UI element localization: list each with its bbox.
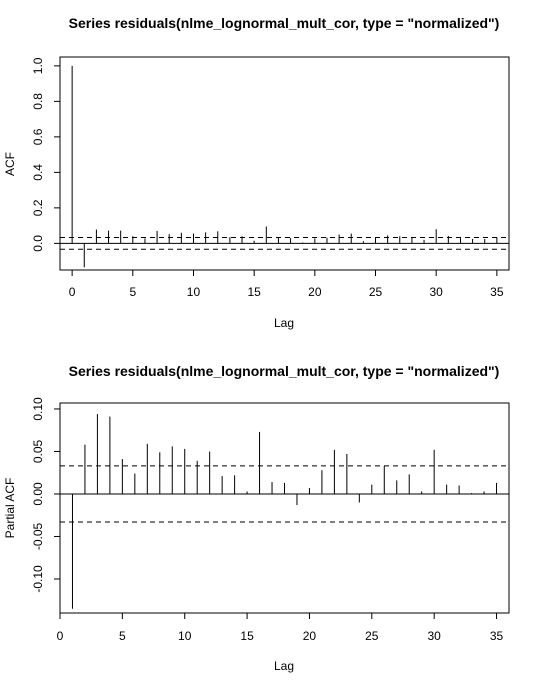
pacf-x-axis-label: Lag — [273, 659, 295, 673]
acf-y-tick-label: 0.0 — [31, 235, 45, 252]
pacf-title: Series residuals(nlme_lognormal_mult_cor, type = "normalized") — [68, 363, 500, 379]
pacf-x-tick-label: 20 — [302, 629, 317, 643]
acf-plot-frame — [60, 57, 509, 270]
pacf-y-tick-label: -0.10 — [31, 565, 45, 593]
acf-y-tick-label: 0.8 — [31, 93, 45, 110]
pacf-y-tick-label: 0.00 — [31, 482, 45, 506]
acf-x-axis-label: Lag — [273, 316, 295, 330]
acf-x-tick-label: 20 — [308, 285, 322, 299]
acf-y-axis-label: ACF — [3, 152, 17, 176]
acf-x-tick-label: 35 — [490, 285, 504, 299]
acf-x-tick-label: 0 — [68, 285, 76, 299]
acf-plot — [3, 15, 509, 330]
acf-y-tick-label: 1.0 — [31, 57, 45, 75]
pacf-x-tick-label: 15 — [240, 629, 254, 643]
acf-title: Series residuals(nlme_lognormal_mult_cor, type = "normalized") — [68, 15, 500, 31]
acf-x-tick-label: 15 — [247, 285, 261, 299]
pacf-y-tick-label: 0.10 — [31, 397, 45, 421]
pacf-x-tick-label: 35 — [489, 629, 504, 643]
acf-y-tick-label: 0.4 — [31, 164, 45, 181]
pacf-plot-frame — [60, 403, 509, 613]
acf-y-tick-label: 0.2 — [31, 199, 45, 217]
acf-y-tick-label: 0.6 — [31, 128, 45, 146]
acf-x-tick-label: 10 — [186, 285, 201, 299]
acf-x-tick-label: 5 — [129, 285, 137, 299]
acf-x-tick-label: 30 — [429, 285, 443, 299]
pacf-x-tick-label: 10 — [178, 629, 192, 643]
pacf-x-tick-label: 30 — [427, 629, 441, 643]
pacf-plot — [3, 363, 509, 673]
pacf-y-tick-label: -0.05 — [31, 522, 45, 551]
pacf-x-tick-label: 5 — [119, 629, 126, 643]
acf-x-tick-label: 25 — [368, 285, 383, 299]
pacf-x-tick-label: 25 — [365, 629, 379, 643]
pacf-y-axis-label: Partial ACF — [3, 477, 17, 539]
pacf-x-tick-label: 0 — [56, 629, 64, 643]
pacf-y-tick-label: 0.05 — [31, 439, 45, 464]
